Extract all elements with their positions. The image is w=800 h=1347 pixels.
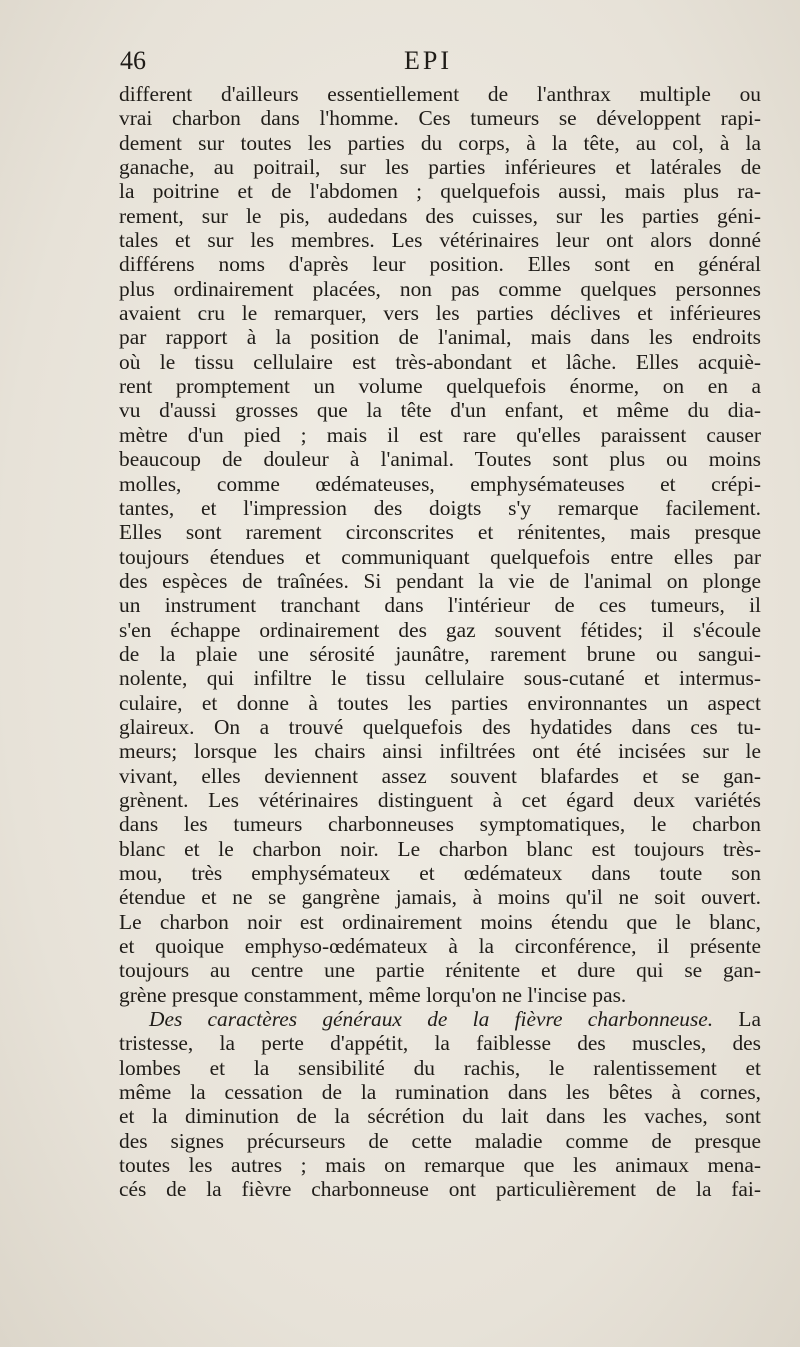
text-line: s'en échappe ordinairement des gaz souvent fétides; il s'écoule <box>119 617 761 642</box>
text-line: nolente, qui infiltre le tissu cellulaire sous-cutané et intermus- <box>119 666 761 691</box>
text-line: étendue et ne se gangrène jamais, à moins qu'il ne soit ouvert. <box>119 885 761 910</box>
text-line: par rapport à la position de l'animal, mais dans les endroits <box>119 325 761 350</box>
text-line: avaient cru le remarquer, vers les parties déclives et inférieures <box>119 301 761 326</box>
section-heading-italic: Des caractères généraux de la fièvre charbonneuse. <box>149 1007 714 1032</box>
text-line: meurs; lorsque les chairs ainsi infiltrées ont été incisées sur le <box>119 739 761 764</box>
text-line: et quoique emphyso-œdémateux à la circonférence, il présente <box>119 934 761 959</box>
text-line: vu d'aussi grosses que la tête d'un enfant, et même du dia- <box>119 398 761 423</box>
text-line: plus ordinairement placées, non pas comme quelques personnes <box>119 276 761 301</box>
text-line: tantes, et l'impression des doigts s'y remarque facilement. <box>119 495 761 520</box>
text-line: blanc et le charbon noir. Le charbon blanc est toujours très- <box>119 836 761 861</box>
text-line: un instrument tranchant dans l'intérieur de ces tumeurs, il <box>119 593 761 618</box>
text-line: grènent. Les vétérinaires distinguent à cet égard deux variétés <box>119 787 761 812</box>
text-line: culaire, et donne à toutes les parties environnantes un aspect <box>119 690 761 715</box>
text-line: Elles sont rarement circonscrites et rénitentes, mais presque <box>119 520 761 545</box>
paragraph-2-first-line <box>119 1007 761 1031</box>
text-line: dans les tumeurs charbonneuses symptomatiques, le charbon <box>119 812 761 837</box>
text-line: même la cessation de la rumination dans les bêtes à cornes, <box>119 1080 761 1105</box>
text-line: toujours étendues et communiquant quelquefois entre elles par <box>119 544 761 569</box>
text-line: vrai charbon dans l'homme. Ces tumeurs se développent rapi- <box>119 106 761 131</box>
text-line: la poitrine et de l'abdomen ; quelquefois aussi, mais plus ra- <box>119 179 761 204</box>
text-line: où le tissu cellulaire est très-abondant et lâche. Elles acquiè- <box>119 349 761 374</box>
text-line: vivant, elles deviennent assez souvent blafardes et se gan- <box>119 763 761 788</box>
paragraph-1 <box>119 82 761 1007</box>
text-line: molles, comme œdémateuses, emphysémateuses et crépi- <box>119 471 761 496</box>
text-line: grène presque constamment, même lorqu'on ne l'incise pas. <box>119 982 627 1007</box>
page-header <box>118 46 758 80</box>
text-line: rent promptement un volume quelquefois énorme, on en a <box>119 374 761 399</box>
body-text <box>119 82 761 1202</box>
paragraph-2 <box>119 1007 761 1202</box>
page-number: 46 <box>120 46 146 75</box>
text-line: different d'ailleurs essentiellement de l'anthrax multiple ou <box>119 82 761 106</box>
text-line: dement sur toutes les parties du corps, à la tête, au col, à la <box>119 130 761 155</box>
text-line: lombes et la sensibilité du rachis, le ralentissement et <box>119 1055 761 1080</box>
text-line: mètre d'un pied ; mais il est rare qu'elles paraissent causer <box>119 422 761 447</box>
text-line: Le charbon noir est ordinairement moins étendu que le blanc, <box>119 909 761 934</box>
text-line: tales et sur les membres. Les vétérinaires leur ont alors donné <box>119 228 761 253</box>
text-line: glaireux. On a trouvé quelquefois des hydatides dans ces tu- <box>119 714 761 739</box>
text-line: et la diminution de la sécrétion du lait dans les vaches, sont <box>119 1104 761 1129</box>
text-line: ganache, au poitrail, sur les parties inférieures et latérales de <box>119 155 761 180</box>
text-line: rement, sur le pis, audedans des cuisses, sur les parties géni- <box>119 203 761 228</box>
text-line: de la plaie une sérosité jaunâtre, rarement brune ou sangui- <box>119 641 761 666</box>
text-line: toutes les autres ; mais on remarque que les animaux mena- <box>119 1153 761 1178</box>
text-line: beaucoup de douleur à l'animal. Toutes sont plus ou moins <box>119 447 761 472</box>
text-line: différens noms d'après leur position. Elles sont en général <box>119 252 761 277</box>
text-line: des espèces de traînées. Si pendant la vie de l'animal on plonge <box>119 568 761 593</box>
text-line: tristesse, la perte d'appétit, la faiblesse des muscles, des <box>119 1031 761 1056</box>
text-line: toujours au centre une partie rénitente et dure qui se gan- <box>119 958 761 983</box>
text-line: des signes précurseurs de cette maladie comme de presque <box>119 1128 761 1153</box>
text-line: mou, très emphysémateux et œdémateux dans toute son <box>119 861 761 885</box>
text-line: cés de la fièvre charbonneuse ont particulièrement de la fai- <box>119 1177 761 1202</box>
first-line-rest: La <box>713 1007 761 1032</box>
running-head: EPI <box>404 46 452 75</box>
